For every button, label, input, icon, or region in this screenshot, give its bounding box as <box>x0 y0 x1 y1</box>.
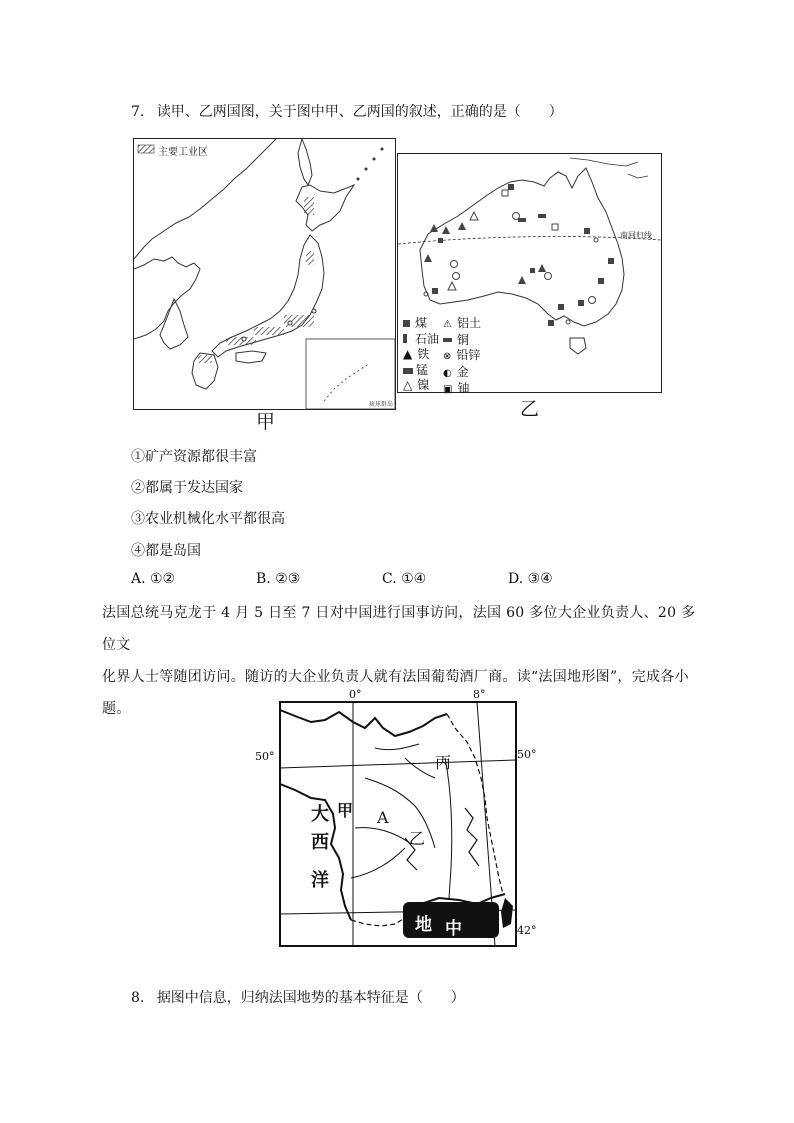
caption-yi: 乙 <box>520 398 540 420</box>
statement-3: ③农业机械化水平都很高 <box>131 511 285 527</box>
lat-label-50-right: 50° <box>517 748 537 761</box>
atlantic-label-2: 西 <box>311 832 329 853</box>
question-number: 8. <box>131 990 145 1006</box>
france-topographic-map <box>255 688 545 950</box>
legend-item: ◐ 金 <box>443 365 481 382</box>
tropic-label: 南回归线 <box>620 231 652 240</box>
uranium-icon: ▣ <box>443 384 453 395</box>
label-yi: 乙 <box>409 829 426 848</box>
bauxite-icon: ⚠ <box>443 319 452 330</box>
question-text: 读甲、乙两国图，关于图中甲、乙两国的叙述，正确的是（ ） <box>156 104 563 120</box>
question-8 <box>131 988 465 1008</box>
label-jia: 甲 <box>337 801 354 820</box>
lon-label-8: 8° <box>473 688 486 701</box>
legend-item: ⚠ 铝土 <box>443 316 481 333</box>
statement-4: ④都是岛国 <box>131 543 201 559</box>
nickel-icon: △ <box>403 378 413 392</box>
question-number: 7. <box>131 104 145 120</box>
inset-credit: 琉球群岛 <box>368 401 393 408</box>
label-bing: 丙 <box>435 753 452 772</box>
legend-item: 石油 <box>403 332 439 348</box>
legend-column-right <box>443 316 481 398</box>
atlantic-label-3: 洋 <box>311 870 329 891</box>
option-d[interactable]: D. ③④ <box>508 571 553 587</box>
atlantic-label-1: 大 <box>311 804 329 825</box>
med-label-3: 海 <box>479 905 496 925</box>
manganese-icon <box>403 368 413 374</box>
legend-item: 煤 <box>403 316 439 332</box>
option-a[interactable]: A. ①② <box>131 571 176 587</box>
caption-jia: 甲 <box>256 411 276 433</box>
oil-icon <box>403 334 407 343</box>
coal-icon <box>403 320 410 327</box>
lon-label-0: 0° <box>349 688 362 701</box>
legend-industrial-zone: 主要工业区 <box>158 147 208 158</box>
legend-item: ▣ 铀 <box>443 381 481 398</box>
legend-item: ▲ 铁 <box>403 347 430 361</box>
japan-map-drawing <box>134 139 395 409</box>
med-label-2: 中 <box>445 919 462 939</box>
iron-icon: ▲ <box>403 347 413 361</box>
legend-item: △ 镍 <box>403 378 430 392</box>
statement-1: ①矿产资源都很丰富 <box>131 449 257 465</box>
option-b[interactable]: B. ②③ <box>256 571 301 587</box>
option-c[interactable]: C. ①④ <box>382 571 427 587</box>
legend-column-left <box>403 316 439 394</box>
lat-label-50-left: 50° <box>255 750 275 763</box>
question-text: 据图中信息，归纳法国地势的基本特征是（ ） <box>156 990 465 1006</box>
lat-label-42: 42° <box>517 924 537 937</box>
gold-icon: ◐ <box>443 367 452 379</box>
legend-item: 锰 <box>403 363 439 379</box>
copper-icon <box>443 338 452 342</box>
passage-line: 法国总统马克龙于 4 月 5 日至 7 日对中国进行国事访问，法国 60 多位大企业负责人、20 多位文 <box>102 605 696 653</box>
france-map-drawing <box>255 688 545 950</box>
statement-2: ②都属于发达国家 <box>131 480 243 496</box>
question-7 <box>131 102 563 122</box>
passage-line: 题。 <box>102 701 131 717</box>
map-jia-japan <box>133 138 396 410</box>
med-label-1: 地 <box>415 915 432 935</box>
label-a: A <box>377 808 389 827</box>
lead-zinc-icon: ⊗ <box>443 351 452 362</box>
passage-line: 化界人士等随团访问。随访的大企业负责人就有法国葡萄酒厂商。读“法国地形图”，完成各小 <box>102 669 689 685</box>
legend-item: ⊗ 铅锌 <box>443 348 481 365</box>
legend-item: 铜 <box>443 333 481 349</box>
